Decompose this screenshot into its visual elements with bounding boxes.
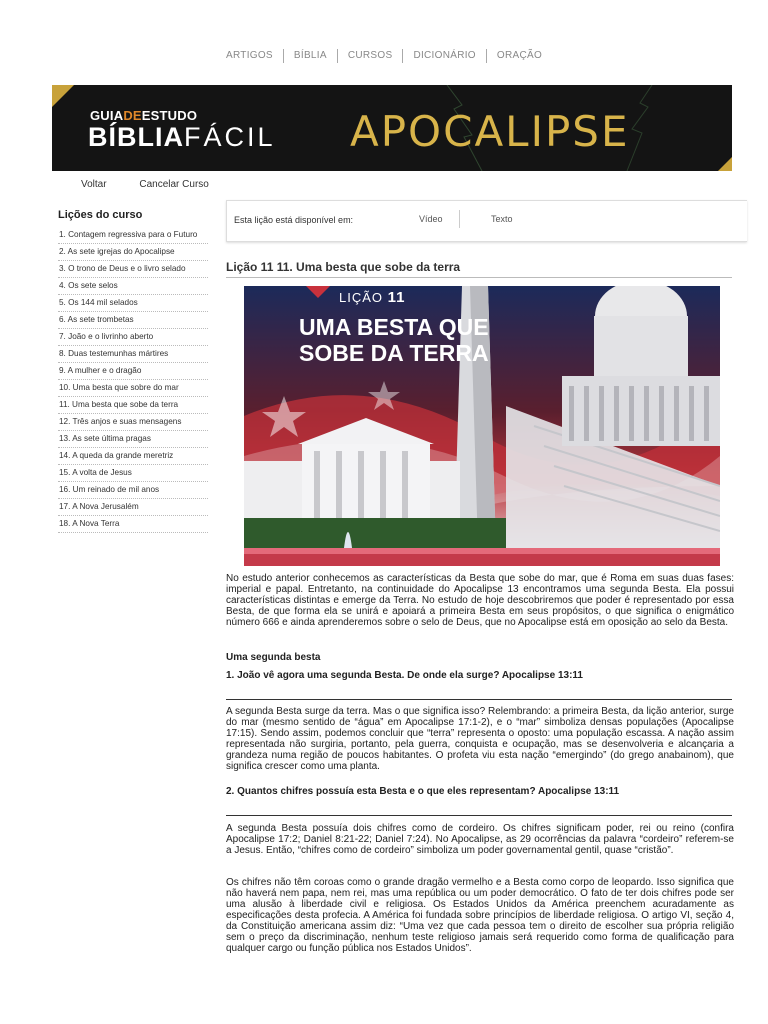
course-actions [81,179,239,190]
sidebar-item-lesson-11[interactable]: 11. Uma besta que sobe da terra [58,397,208,414]
lessons-sidebar [58,209,208,533]
sidebar-item-lesson-9[interactable]: 9. A mulher e o dragão [58,363,208,380]
hero-headline: UMA BESTA QUE SOBE DA TERRA [299,314,489,366]
answer-1-paragraph: A segunda Besta surge da terra. Mas o que significa isso? Relembrando: a primeira Besta, da lição anterior, surge do mar (mesmo sentido de “água” em Apocalipse 17:1-2), e o “mar” simboliza densas populações (Apocalipse 17:15). Sendo assim, podemos concluir que “terra” representa o oposto: uma população escassa. A nação assim representada não surgiria, portanto, pela guerra, conquista e ocupação, mas se desenvolveria e alcançaria a grandeza numa região de poucos habitantes. O profeta viu esta nação “emergindo” (do grego anabainom), que significa crescer como uma planta. [226,706,734,772]
video-option[interactable]: Vídeo [419,214,443,224]
texto-option[interactable]: Texto [491,214,513,224]
sidebar-item-lesson-16[interactable]: 16. Um reinado de mil anos [58,482,208,499]
sidebar-item-lesson-13[interactable]: 13. As sete última pragas [58,431,208,448]
sidebar-title: Lições do curso [58,209,143,221]
lessons-list [58,227,208,533]
question-2: 2. Quantos chifres possuía esta Besta e o que eles representam? Apocalipse 13:11 [226,786,620,797]
sidebar-item-lesson-1[interactable]: 1. Contagem regressiva para o Futuro [58,227,208,244]
sidebar-item-lesson-5[interactable]: 5. Os 144 mil selados [58,295,208,312]
availability-box [226,200,747,242]
lesson-hero-image [244,286,720,566]
answer-2-continuation-paragraph: Os chifres não têm coroas como o grande dragão vermelho e a Besta como corpo de leopardo. Isso significa que não haverá nem papa, nem rei, mas uma república ou um poder democrático. O fato de ter dois chifres pode ser uma alusão à liberdade civil e religiosa. Os Estados Unidos da América preenchem acuradamente as especificações desta profecia. A América foi fundada sobre princípios de liberdade religiosa. O artigo VI, seção 4, da Constituição americana assim diz: “Uma vez que cada pessoa tem o direito de escolher sua própria religião sem o preço da discriminação, nenhum teste religioso jamais será requerido como forma de qualificação para qualquer cargo ou função pública nos Estados Unidos”. [226,877,734,954]
sidebar-item-lesson-15[interactable]: 15. A volta de Jesus [58,465,208,482]
answer-2-paragraph: A segunda Besta possuía dois chifres como de cordeiro. Os chifres significam poder, rei ou reino (confira Apocalipse 17:2; Daniel 8:21-22; Daniel 7:24). No Apocalipse, as 29 ocorrências da palavra “cordeiro” referem-se a Jesus. Então, “chifres como de cordeiro” simboliza um poder governamental gentil, quase “cristão”. [226,823,734,856]
banner-guia-de-estudo: GUIADEESTUDO [90,108,198,123]
nav-dicionario[interactable]: DICIONÁRIO [402,49,485,63]
availability-label: Esta lição está disponível em: [234,215,354,225]
question-1: 1. João vê agora uma segunda Besta. De onde ela surge? Apocalipse 13:11 [226,670,583,681]
sidebar-item-lesson-3[interactable]: 3. O trono de Deus e o livro selado [58,261,208,278]
availability-divider [459,210,460,228]
nav-oracao[interactable]: ORAÇÃO [486,49,552,63]
nav-cursos[interactable]: CURSOS [337,49,403,63]
sidebar-item-lesson-10[interactable]: 10. Uma besta que sobre do mar [58,380,208,397]
sidebar-item-lesson-18[interactable]: 18. A Nova Terra [58,516,208,533]
answer-rule [226,699,732,700]
banner-biblia-facil-logo: BÍBLIAFÁCIL [88,122,276,152]
lesson-title: Lição 11 11. Uma besta que sobe da terra [226,260,461,274]
nav-artigos[interactable]: ARTIGOS [225,50,273,61]
sidebar-item-lesson-2[interactable]: 2. As sete igrejas do Apocalipse [58,244,208,261]
intro-paragraph: No estudo anterior conhecemos as características da Besta que sobe do mar, que é Roma em suas duas fases: imperial e papal. Entretanto, na continuidade do Apocalipse 13 encontramos uma segunda Besta. Ela possui características distintas e emerge da Terra. No estudo de hoje descobriremos que poder é representado por essa Besta, de que forma ela se unirá e apoiará a primeira Besta em seus propósitos, o que significa o enigmático número 666 e ainda aprenderemos sobre o selo de Deus, que no Apocalipse está em oposição ao selo da Besta. [226,573,734,628]
banner-apocalipse-title: APOCALIPSE [350,107,630,156]
nav-biblia[interactable]: BÍBLIA [283,49,337,63]
sidebar-item-lesson-4[interactable]: 4. Os sete selos [58,278,208,295]
divider [226,277,732,278]
section-heading: Uma segunda besta [226,652,321,663]
answer-rule [226,815,732,816]
sidebar-item-lesson-8[interactable]: 8. Duas testemunhas mártires [58,346,208,363]
sidebar-item-lesson-17[interactable]: 17. A Nova Jerusalém [58,499,208,516]
sidebar-item-lesson-7[interactable]: 7. João e o livrinho aberto [58,329,208,346]
voltar-link[interactable]: Voltar [81,179,107,190]
top-navigation [0,46,768,66]
hero-lesson-number: LIÇÃO 11 [339,289,406,306]
sidebar-item-lesson-12[interactable]: 12. Três anjos e suas mensagens [58,414,208,431]
cancelar-curso-link[interactable]: Cancelar Curso [139,179,209,190]
sidebar-item-lesson-14[interactable]: 14. A queda da grande meretriz [58,448,208,465]
sidebar-item-lesson-6[interactable]: 6. As sete trombetas [58,312,208,329]
course-banner [52,85,732,171]
